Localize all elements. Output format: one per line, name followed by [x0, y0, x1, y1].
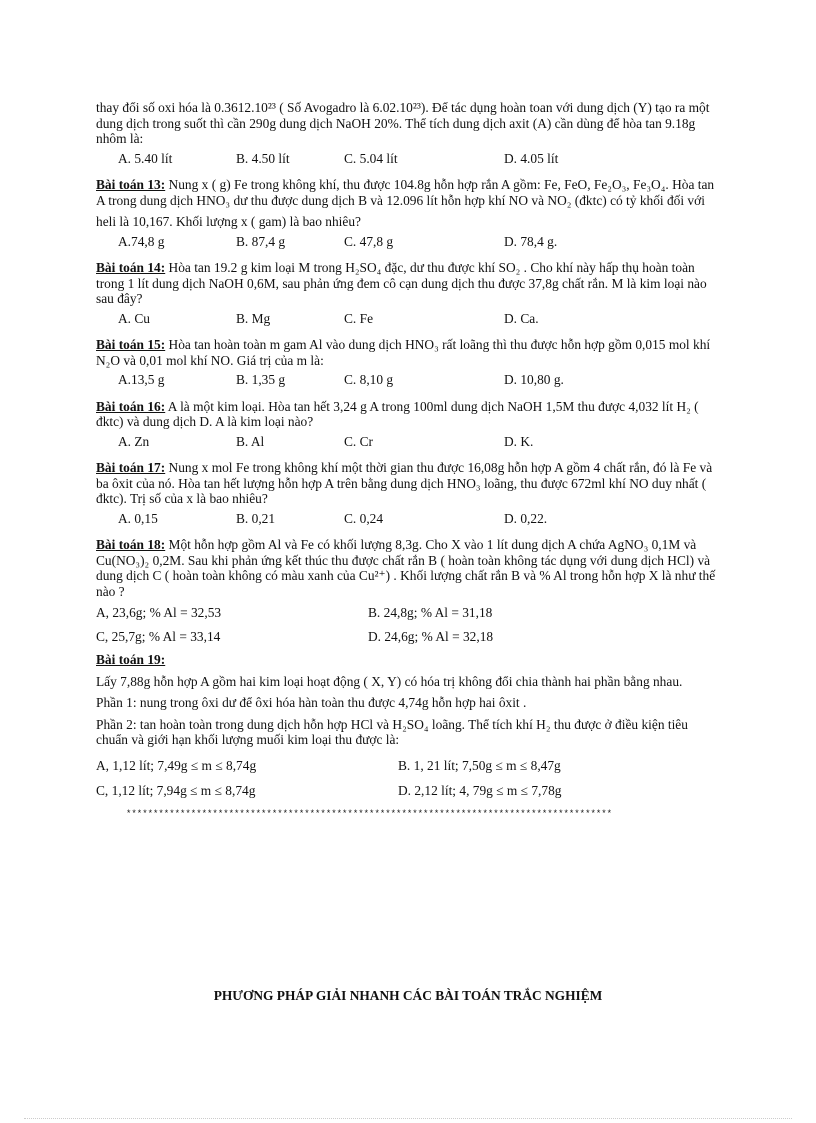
q17-body: Nung x mol Fe trong không khí một thời gian thu được 16,08g hỗn hợp A gồm 4 chất rắn, đó là Fe và ba ôxit của nó. Hòa tan hết lượng hỗn hợp A trên bằng dung dịch HNO₃ loãng, thu được 672ml khí NO duy nhất ( đktc). Trị số của x là bao nhiêu? [96, 460, 713, 506]
q14-body: Hòa tan 19.2 g kim loại M trong H₂SO₄ đặc, dư thu được khí SO₂ . Cho khí này hấp thụ hoàn toàn trong 1 lít dung dịch NaOH 0,6M, sau phản ứng đem cô cạn dung dịch thu được 37,8g chất rắn. M là kim loại nào sau đây? [96, 260, 707, 306]
q16-options [96, 434, 716, 450]
q13-body: Nung x ( g) Fe trong không khí, thu được 104.8g hỗn hợp rắn A gồm: Fe, FeO, Fe₂O₃, Fe₃O₄. Hòa tan A trong dung dịch HNO₃ dư thu được dung dịch B và 12.096 lít hỗn hợp khí NO và NO₂ (đktc) có tỷ khối đối với [96, 177, 715, 208]
option-d: D. 78,4 g. [504, 233, 558, 249]
option-a: A.13,5 g [118, 372, 165, 387]
option-d: D. 4.05 lít [504, 150, 559, 166]
option-c: C. 5.04 lít [344, 150, 398, 166]
q19-intro: Lấy 7,88g hỗn hợp A gồm hai kim loại hoạt động ( X, Y) có hóa trị không đổi chia thành hai phần bằng nhau. [96, 673, 683, 689]
option-d: D. 2,12 lít; 4, 79g ≤ m ≤ 7,78g [398, 783, 562, 798]
option-d: D. 10,80 g. [504, 372, 564, 387]
q18-options-row2 [96, 629, 716, 645]
option-a: A.74,8 g [118, 233, 165, 249]
q18-text [96, 537, 716, 599]
q18-body: Một hỗn hợp gồm Al và Fe có khối lượng 8,3g. Cho X vào 1 lít dung dịch A chứa AgNO₃ 0,1M và Cu(NO₃)₂ 0,2M. Sau khi phản ứng kết thúc thu được chất rắn B ( hoàn toàn không tác dụng với dung dịch HCl) và dung dịch C ( hoàn toàn không có màu xanh của Cu²⁺) . Khối lượng chất rắn B và % Al trong hỗn hợp X là như thế nào ? [96, 537, 716, 599]
option-c: C. 0,24 [344, 510, 384, 526]
option-d: D. 24,6g; % Al = 32,18 [368, 628, 494, 644]
q19-part2: Phần 2: tan hoàn toàn trong dung dịch hỗn hợp HCl và H₂SO₄ loãng. Thể tích khí H₂ thu được ở điều kiện tiêu chuẩn và giới hạn khối lượng muối kim loại thu được là: [96, 716, 688, 747]
option-a: A. Zn [118, 433, 150, 449]
q18-title: Bài toán 18: [96, 537, 166, 552]
option-a: A, 23,6g; % Al = 32,53 [96, 605, 222, 620]
option-c: C. 8,10 g [344, 372, 394, 387]
intro-options [96, 151, 716, 167]
option-b: B. 1, 21 lít; 7,50g ≤ m ≤ 8,47g [398, 757, 561, 773]
option-b: B. 0,21 [236, 510, 276, 526]
option-c: C. 47,8 g [344, 233, 394, 249]
q17-options [96, 511, 716, 527]
q16-title: Bài toán 16: [96, 398, 166, 414]
q14-title: Bài toán 14: [96, 260, 166, 275]
option-b: B. 24,8g; % Al = 31,18 [368, 605, 493, 620]
option-c: C, 25,7g; % Al = 33,14 [96, 628, 221, 644]
option-c: C. Fe [344, 310, 374, 326]
q14-options [96, 311, 716, 327]
option-b: B. Al [236, 433, 265, 449]
intro-text: thay đổi số oxi hóa là 0.3612.10²³ ( Số Avogadro là 6.02.10²³). Để tác dụng hoàn toan với dung dịch (Y) tạo ra một dung dịch trong suốt thì cần 290g dung dịch NaOH 20%. Thể tích dung dịch axit (A) cần dùng để hòa tan 9.18g nhôm là: [96, 100, 710, 146]
q16-text [96, 399, 716, 430]
option-c: C. Cr [344, 433, 374, 449]
option-a: A. Cu [118, 310, 150, 326]
q18-options-row1 [96, 605, 716, 621]
option-b: B. 1,35 g [236, 372, 286, 387]
section-heading: PHƯƠNG PHÁP GIẢI NHANH CÁC BÀI TOÁN TRẮC NGHIỆM [213, 988, 603, 1003]
option-a: A, 1,12 lít; 7,49g ≤ m ≤ 8,74g [96, 757, 257, 773]
option-b: B. 4.50 lít [236, 150, 290, 166]
q19-options-row1 [96, 758, 716, 774]
q19-title: Bài toán 19: [96, 652, 166, 667]
q17-title: Bài toán 17: [96, 460, 166, 475]
option-d: D. 0,22. [504, 510, 548, 526]
option-c: C, 1,12 lít; 7,94g ≤ m ≤ 8,74g [96, 783, 256, 798]
q15-text [96, 337, 716, 368]
q19-options-row2 [96, 783, 716, 799]
q15-body: Hòa tan hoàn toàn m gam Al vào dung dịch HNO₃ rất loãng thì thu được hỗn hợp gồm 0,015 mol khí N₂O và 0,01 mol khí NO. Giá trị của m là: [96, 337, 711, 368]
option-d: D. Ca. [504, 310, 539, 326]
q17-text [96, 460, 716, 507]
q14-text [96, 260, 716, 307]
q13-title: Bài toán 13: [96, 177, 166, 192]
q13-text [96, 177, 716, 208]
q15-options [96, 372, 716, 388]
q19-title-line [96, 652, 716, 668]
option-b: B. Mg [236, 310, 271, 326]
separator-stars: ****************************************************************************************** [126, 808, 613, 819]
option-a: A. 5.40 lít [118, 150, 173, 166]
option-a: A. 0,15 [118, 510, 158, 526]
document-body [96, 100, 716, 822]
q13-options [96, 234, 716, 250]
option-d: D. K. [504, 433, 534, 449]
q19-part1: Phần 1: nung trong ôxi dư để ôxi hóa hàn toàn thu được 4,74g hỗn hợp hai ôxit . [96, 695, 527, 710]
page-bottom-border [24, 1118, 792, 1119]
q13-text2: heli là 10,167. Khối lượng x ( gam) là bao nhiêu? [96, 214, 361, 229]
q16-body: A là một kim loại. Hòa tan hết 3,24 g A trong 100ml dung dịch NaOH 1,5M thu được 4,032 lít H₂ ( đktc) và dung dịch D. A là kim loại nào? [96, 398, 699, 429]
option-b: B. 87,4 g [236, 233, 286, 249]
q15-title: Bài toán 15: [96, 337, 166, 352]
